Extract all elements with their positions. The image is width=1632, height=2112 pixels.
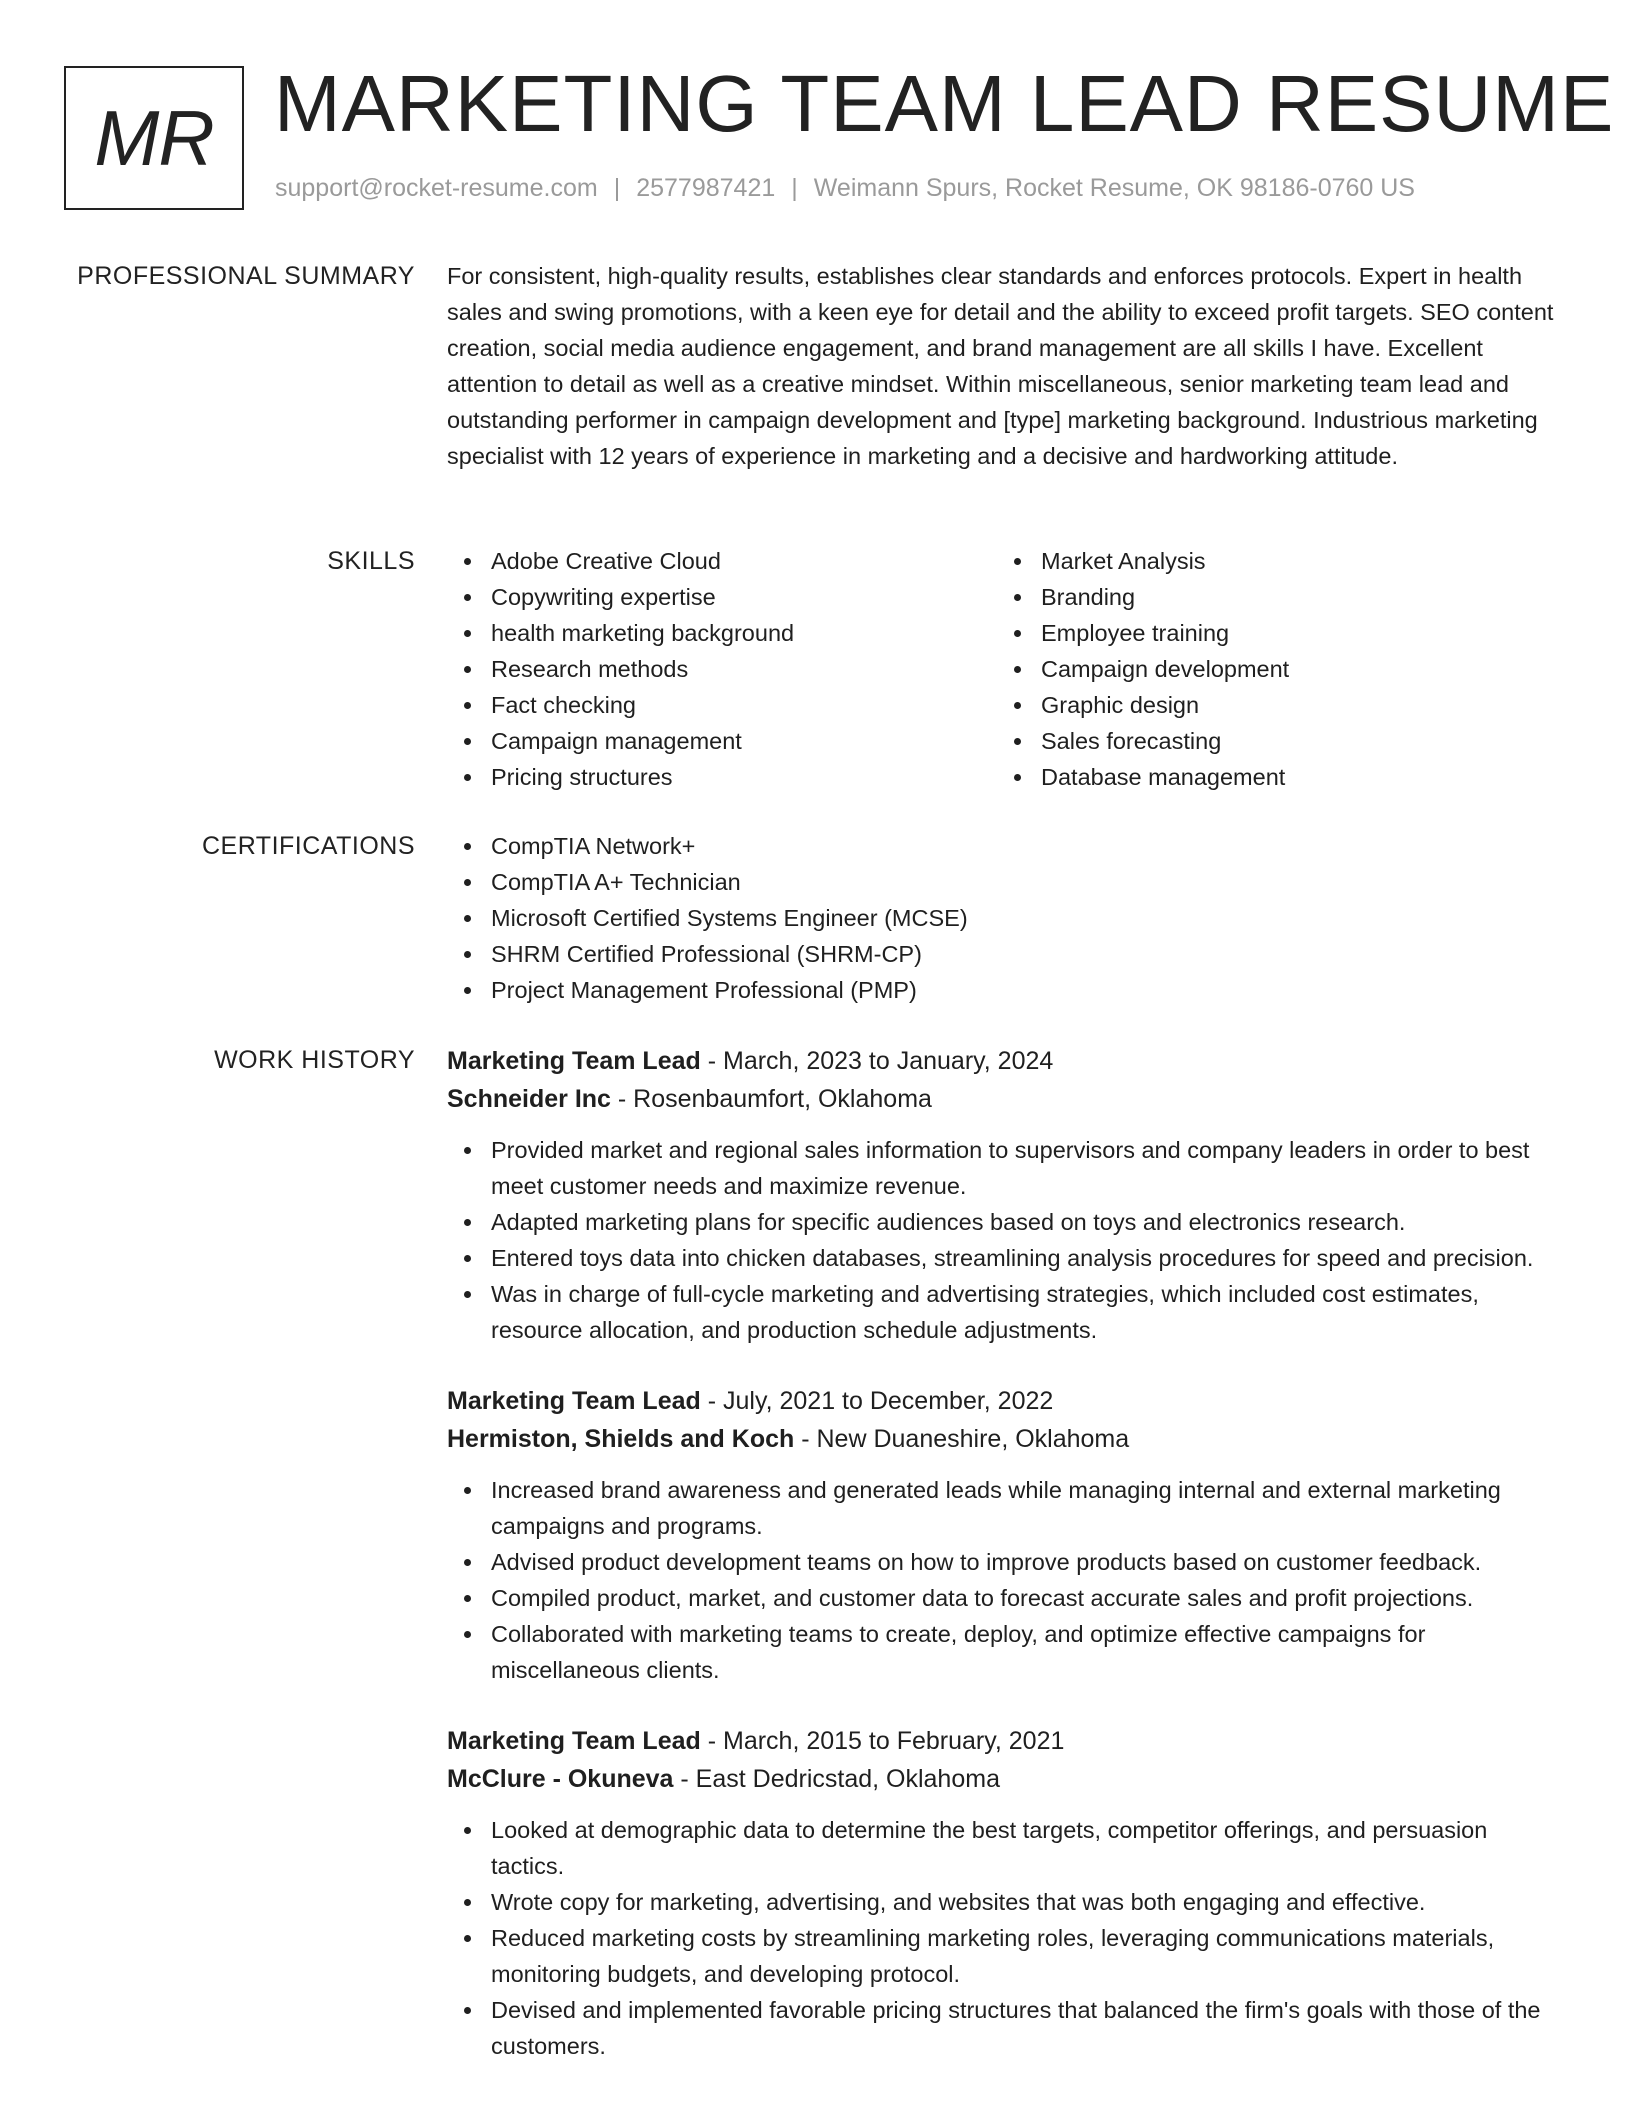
job-entry bbox=[447, 1722, 1562, 2064]
job-title: Marketing Team Lead bbox=[447, 1387, 701, 1415]
job-bullet: Entered toys data into chicken databases, streamlining analysis procedures for speed and precision. bbox=[447, 1240, 1562, 1276]
skill-item: Sales forecasting bbox=[997, 723, 1547, 759]
skill-item: Database management bbox=[997, 759, 1547, 795]
certifications-body bbox=[447, 828, 1562, 1008]
skill-item: Campaign management bbox=[447, 723, 997, 759]
job-bullet: Compiled product, market, and customer data to forecast accurate sales and profit projections. bbox=[447, 1580, 1562, 1616]
job-title-line bbox=[447, 1722, 1562, 1760]
job-dates: - July, 2021 to December, 2022 bbox=[700, 1387, 1054, 1415]
contact-line bbox=[275, 174, 1415, 203]
job-bullet: Wrote copy for marketing, advertising, and websites that was both engaging and effective. bbox=[447, 1884, 1562, 1920]
skill-item: Research methods bbox=[447, 651, 997, 687]
contact-separator: | bbox=[613, 174, 621, 202]
contact-separator: | bbox=[791, 174, 798, 202]
skill-item: Copywriting expertise bbox=[447, 579, 997, 615]
job-bullet: Adapted marketing plans for specific audiences based on toys and electronics research. bbox=[447, 1204, 1562, 1240]
skills-list-left bbox=[447, 543, 997, 795]
job-location: - Rosenbaumfort, Oklahoma bbox=[610, 1085, 932, 1113]
certification-item: CompTIA Network+ bbox=[447, 828, 1562, 864]
job-dates: - March, 2023 to January, 2024 bbox=[700, 1047, 1054, 1075]
job-company: Hermiston, Shields and Koch bbox=[447, 1425, 795, 1453]
job-company-line bbox=[447, 1420, 1562, 1458]
job-title-line bbox=[447, 1382, 1562, 1420]
summary-text: For consistent, high-quality results, establishes clear standards and enforces protocols. Expert in health sales and swing promotions, with a keen eye for detail and the ability to exceed profit targets. SEO content creation, social media audience engagement, and brand management are all skills I have. Excellent attention to detail as well as a creative mindset. Within miscellaneous, senior marketing team lead and outstanding performer in campaign development and [type] marketing background. Industrious marketing specialist with 12 years of experience in marketing and a decisive and hardworking attitude. bbox=[447, 263, 1554, 469]
contact-address: Weimann Spurs, Rocket Resume, OK 98186-0760 US bbox=[813, 174, 1415, 202]
job-company: McClure - Okuneva bbox=[447, 1765, 674, 1793]
certification-item: CompTIA A+ Technician bbox=[447, 864, 1562, 900]
section-label-work-history: WORK HISTORY bbox=[214, 1046, 415, 1074]
job-bullet: Devised and implemented favorable pricing structures that balanced the firm's goals with those of the customers. bbox=[447, 1992, 1562, 2064]
section-label-skills: SKILLS bbox=[327, 547, 415, 575]
job-dates: - March, 2015 to February, 2021 bbox=[700, 1727, 1065, 1755]
job-entry bbox=[447, 1042, 1562, 1348]
certification-item: Project Management Professional (PMP) bbox=[447, 972, 1562, 1008]
job-title-line bbox=[447, 1042, 1562, 1080]
skill-item: Market Analysis bbox=[997, 543, 1547, 579]
skill-item: Branding bbox=[997, 579, 1547, 615]
job-bullet: Looked at demographic data to determine the best targets, competitor offerings, and persuasion tactics. bbox=[447, 1812, 1562, 1884]
job-bullet-list bbox=[447, 1132, 1562, 1348]
skill-item: health marketing background bbox=[447, 615, 997, 651]
job-company: Schneider Inc bbox=[447, 1085, 611, 1113]
section-label-certifications: CERTIFICATIONS bbox=[201, 832, 415, 860]
job-bullet: Advised product development teams on how to improve products based on customer feedback. bbox=[447, 1544, 1562, 1580]
skill-item: Employee training bbox=[997, 615, 1547, 651]
page-title: MARKETING TEAM LEAD RESUME bbox=[274, 59, 1615, 148]
job-bullet: Was in charge of full-cycle marketing and advertising strategies, which included cost estimates, resource allocation, and production schedule adjustments. bbox=[447, 1276, 1562, 1348]
contact-phone: 2577987421 bbox=[636, 174, 776, 202]
job-company-line bbox=[447, 1080, 1562, 1118]
job-location: - New Duaneshire, Oklahoma bbox=[794, 1425, 1130, 1453]
work-history-body bbox=[447, 1042, 1562, 2098]
job-entry bbox=[447, 1382, 1562, 1688]
skill-item: Graphic design bbox=[997, 687, 1547, 723]
skill-item: Fact checking bbox=[447, 687, 997, 723]
job-bullet: Provided market and regional sales information to supervisors and company leaders in order to best meet customer needs and maximize revenue. bbox=[447, 1132, 1562, 1204]
contact-email: support@rocket-resume.com bbox=[275, 174, 598, 202]
job-title: Marketing Team Lead bbox=[447, 1727, 701, 1755]
job-bullet-list bbox=[447, 1812, 1562, 2064]
job-bullet: Increased brand awareness and generated leads while managing internal and external marketing campaigns and programs. bbox=[447, 1472, 1562, 1544]
section-label-summary: PROFESSIONAL SUMMARY bbox=[77, 262, 415, 290]
certifications-list bbox=[447, 828, 1562, 1008]
job-company-line bbox=[447, 1760, 1562, 1798]
skill-item: Campaign development bbox=[997, 651, 1547, 687]
job-title: Marketing Team Lead bbox=[447, 1047, 701, 1075]
skills-body bbox=[447, 543, 1562, 795]
certification-item: SHRM Certified Professional (SHRM-CP) bbox=[447, 936, 1562, 972]
skills-list-right bbox=[997, 543, 1547, 795]
job-location: - East Dedricstad, Oklahoma bbox=[673, 1765, 1000, 1793]
monogram: MR bbox=[64, 66, 244, 210]
job-bullet-list bbox=[447, 1472, 1562, 1688]
skill-item: Pricing structures bbox=[447, 759, 997, 795]
job-bullet: Reduced marketing costs by streamlining marketing roles, leveraging communications materials, monitoring budgets, and developing protocol. bbox=[447, 1920, 1562, 1992]
skill-item: Adobe Creative Cloud bbox=[447, 543, 997, 579]
certification-item: Microsoft Certified Systems Engineer (MCSE) bbox=[447, 900, 1562, 936]
job-bullet: Collaborated with marketing teams to create, deploy, and optimize effective campaigns for miscellaneous clients. bbox=[447, 1616, 1562, 1688]
